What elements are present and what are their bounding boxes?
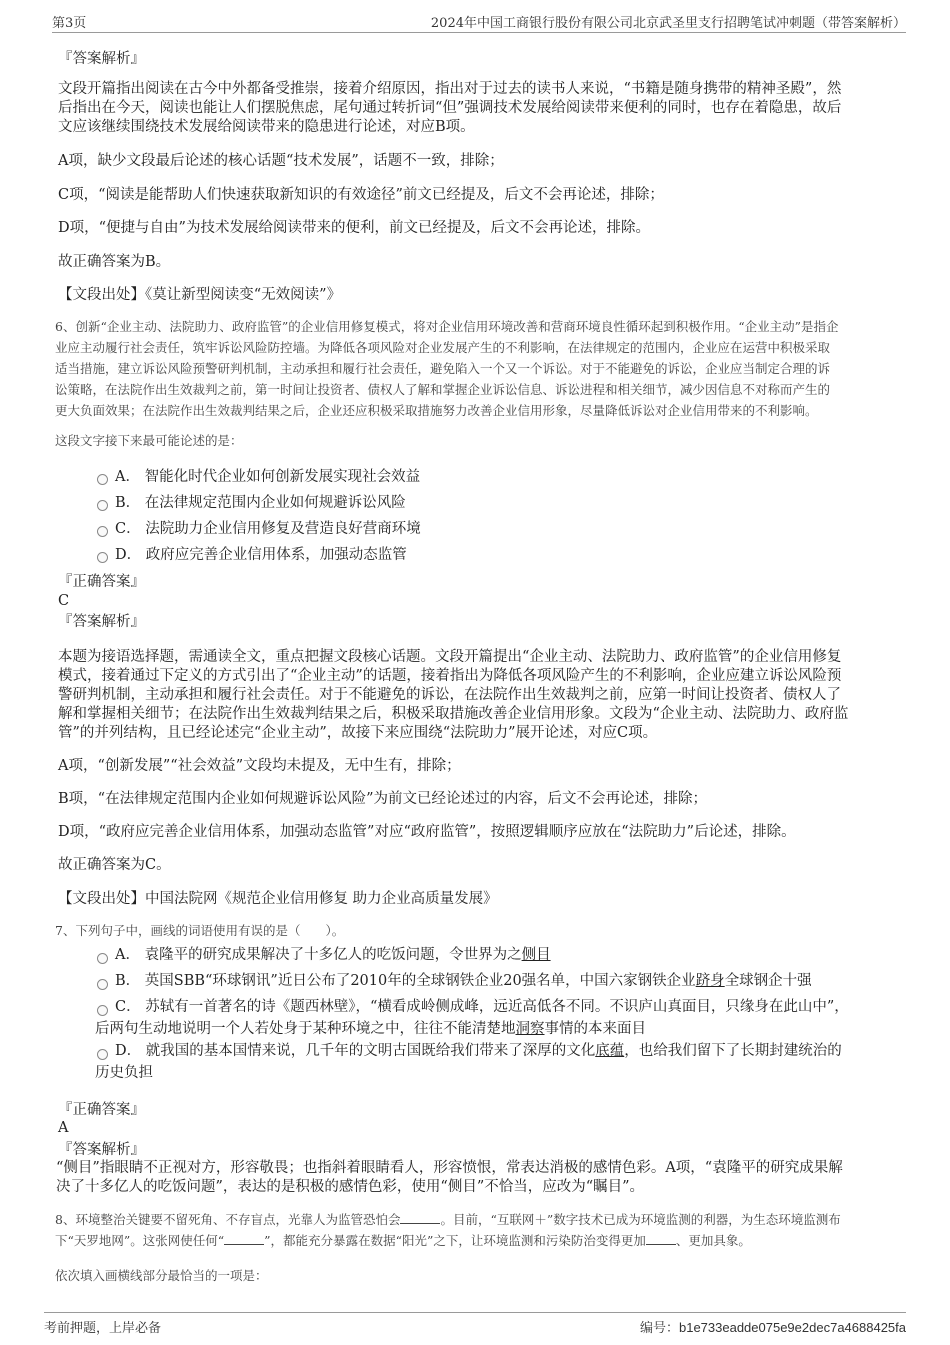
q6-analysis-line: 管”的并列结构，且已经论述完“企业主动”，故接下来应围绕“法院助力”展开论述，对应C项。 xyxy=(58,725,658,741)
q6-source: 【文段出处】中国法院网《规范企业信用修复 助力企业高质量发展》 xyxy=(58,891,498,907)
page-header xyxy=(52,10,906,33)
q7-option-c[interactable]: C． 苏轼有一首著名的诗《题西林壁》，“横看成岭侧成峰，远近高低各不同。不识庐山真面目，只缘身在此山中”， xyxy=(115,999,849,1015)
q7-stem: 7、下列句子中，画线的词语使用有误的是（ ）。 xyxy=(55,923,345,938)
q5-option-c-analysis: C项，“阅读是能帮助人们快速获取新知识的有效途径”前文已经提及，后文不会再论述，排除； xyxy=(58,187,664,203)
q7-option-a-radio[interactable] xyxy=(97,953,108,964)
q6-option-a-analysis: A项，“创新发展”“社会效益”文段均未提及，无中生有，排除； xyxy=(58,758,461,774)
q8-text: 下“天罗地网”。这张网使任何“ xyxy=(55,1233,225,1248)
q7-option-b-radio[interactable] xyxy=(97,979,108,990)
q6-stem-line: 6、创新“企业主动、法院助力、政府监管”的企业信用修复模式，将对企业信用环境改善和营商环境良性循环起到积极作用。“企业主动”是指企 xyxy=(55,319,839,334)
q7-option-c-line2 xyxy=(95,1018,646,1040)
q8-text: 、更加具象。 xyxy=(675,1233,751,1248)
q7-option-c-text: 后两句生动地说明一个人若处身于某种环境之中，往往不能清楚地 xyxy=(95,1021,516,1037)
q7-option-b[interactable] xyxy=(115,970,812,992)
q6-analysis-line: 警研判机制，主动承担和履行社会责任。对于不能避免的诉讼，在法院作出生效裁判之前，应第一时间让投资者、债权人了 xyxy=(58,687,841,703)
q7-option-a-underlined: 侧目 xyxy=(521,947,551,963)
q5-conclusion: 故正确答案为B。 xyxy=(58,254,171,270)
q5-option-a-analysis: A项，缺少文段最后论述的核心话题“技术发展”，话题不一致，排除； xyxy=(58,153,504,169)
q6-option-d[interactable]: D． 政府应完善企业信用体系，加强动态监管 xyxy=(115,547,407,563)
q6-option-b[interactable]: B． 在法律规定范围内企业如何规避诉讼风险 xyxy=(115,495,406,511)
q6-stem-line: 适当措施，建立诉讼风险预警研判机制，主动承担和履行社会责任，避免陷入一个又一个诉讼。对于不能避免的诉讼，企业应当制定合理的诉 xyxy=(55,361,831,376)
q7-option-d-line2: 历史负担 xyxy=(95,1065,153,1081)
q6-option-c-radio[interactable] xyxy=(97,526,108,537)
q6-option-d-radio[interactable] xyxy=(97,552,108,563)
q7-analysis-line: “侧目”指眼睛不正视对方，形容敬畏；也指斜着眼睛看人，形容愤恨，常表达消极的感情色彩。A项，“袁隆平的研究成果解 xyxy=(56,1160,843,1176)
q6-answer-label: 『正确答案』 xyxy=(58,574,145,590)
q5-analysis-line: 文应该继续围绕技术发展给阅读带来的隐患进行论述，对应B项。 xyxy=(58,119,475,135)
q7-option-d-radio[interactable] xyxy=(97,1049,108,1060)
q6-analysis-line: 解和掌握相关细节；在法院作出生效裁判结果之后，积极采取措施改善企业信用形象。文段为“企业主动、法院助力、政府监 xyxy=(58,706,849,722)
q7-option-d-underlined: 底蕴 xyxy=(595,1043,625,1059)
q6-option-d-analysis: D项，“政府应完善企业信用体系，加强动态监管”对应“政府监管”，按照逻辑顺序应放在“法院助力”后论述，排除。 xyxy=(58,824,796,840)
q6-option-c[interactable]: C． 法院助力企业信用修复及营造良好营商环境 xyxy=(115,521,421,537)
q6-analysis-line: 模式，接着通过下定义的方式引出了“企业主动”的话题，接着指出为降低各项风险产生的不利影响，企业应建立诉讼风险预 xyxy=(58,668,842,684)
q8-question: 依次填入画横线部分最恰当的一项是： xyxy=(55,1268,268,1283)
q7-option-c-underlined: 洞察 xyxy=(515,1021,545,1037)
q8-blank-3 xyxy=(646,1232,676,1245)
q6-analysis-label: 『答案解析』 xyxy=(58,614,145,630)
q5-source: 【文段出处】《莫让新型阅读变“无效阅读”》 xyxy=(58,287,342,303)
q6-stem-line: 更大负面效果；在法院作出生效裁判结果之后，企业还应积极采取措施努力改善企业信用形象，尽量降低诉讼对企业信用带来的不利影响。 xyxy=(55,403,818,418)
document-title: 2024年中国工商银行股份有限公司北京武圣里支行招聘笔试冲刺题（带答案解析） xyxy=(430,16,906,31)
q7-option-d-text: D． 就我国的基本国情来说，几千年的文明古国既给我们带来了深厚的文化 xyxy=(115,1043,596,1059)
q8-stem-line2 xyxy=(55,1230,751,1252)
page-footer xyxy=(44,1312,906,1335)
q7-answer-label: 『正确答案』 xyxy=(58,1102,145,1118)
q6-stem-line: 业应主动履行社会责任，筑牢诉讼风险防控墙。为降低各项风险对企业发展产生的不利影响，在法律规定的范围内，企业应在运营中积极采取 xyxy=(55,340,831,355)
q6-question: 这段文字接下来最可能论述的是： xyxy=(55,433,243,448)
q7-option-a-text: A． 袁隆平的研究成果解决了十多亿人的吃饭问题，令世界为之 xyxy=(115,947,522,963)
footer-code: 编号：b1e733eadde075e9e2dec7a4688425fa xyxy=(639,1320,906,1335)
q6-option-b-radio[interactable] xyxy=(97,500,108,511)
page-number: 第3页 xyxy=(52,16,87,31)
q6-analysis-line: 本题为接语选择题，需通读全文，重点把握文段核心话题。文段开篇提出“企业主动、法院助力、政府监管”的企业信用修复 xyxy=(58,649,842,665)
q6-answer: C xyxy=(58,593,70,609)
q6-option-a[interactable]: A． 智能化时代企业如何创新发展实现社会效益 xyxy=(115,469,421,485)
q5-option-d-analysis: D项，“便捷与自由”为技术发展给阅读带来的便利，前文已经提及，后文不会再论述，排除。 xyxy=(58,220,650,236)
q7-option-c-radio[interactable] xyxy=(97,1005,108,1016)
q8-text: 8、环境整治关键要不留死角、不存盲点，光靠人为监管恐怕会 xyxy=(55,1212,401,1227)
q6-stem-line: 讼策略，在法院作出生效裁判之前，第一时间让投资者、债权人了解和掌握企业诉讼信息、诉讼进程和相关细节，减少因信息不对称而产生的 xyxy=(55,382,831,397)
q7-analysis-label: 『答案解析』 xyxy=(58,1142,145,1158)
q5-analysis-label: 『答案解析』 xyxy=(58,51,145,67)
q6-option-b-analysis: B项，“在法律规定范围内企业如何规避诉讼风险”为前文已经论述过的内容，后文不会再论述，排除； xyxy=(58,791,707,807)
q8-text: ”，都能充分暴露在数据“阳光”之下，让环境监测和污染防治变得更加 xyxy=(264,1233,646,1248)
q6-option-a-radio[interactable] xyxy=(97,474,108,485)
q7-answer: A xyxy=(58,1120,69,1136)
q7-option-b-underlined: 跻身 xyxy=(695,973,725,989)
q7-option-d[interactable] xyxy=(115,1040,842,1062)
footer-slogan: 考前押题，上岸必备 xyxy=(44,1321,162,1336)
q8-blank-1 xyxy=(400,1211,440,1224)
q8-blank-2 xyxy=(224,1232,264,1245)
q7-option-a[interactable] xyxy=(115,944,551,966)
q7-analysis-line: 决了十多亿人的吃饭问题”，表达的是积极的感情色彩，使用“侧目”不恰当，应改为“瞩目”。 xyxy=(56,1179,645,1195)
q7-option-d-text-end: ，也给我们留下了长期封建统治的 xyxy=(624,1043,842,1059)
q5-analysis-line: 文段开篇指出阅读在古今中外都备受推崇，接着介绍原因，指出对于过去的读书人来说，“书籍是随身携带的精神圣殿”，然 xyxy=(58,81,842,97)
q5-analysis-line: 后指出在今天，阅读也能让人们摆脱焦虑，尾句通过转折词“但”强调技术发展给阅读带来便利的同时，也存在着隐患，故后 xyxy=(58,100,842,116)
q8-text: 。目前，“互联网＋”数字技术已成为环境监测的利器，为生态环境监测布 xyxy=(440,1212,841,1227)
q6-conclusion: 故正确答案为C。 xyxy=(58,857,171,873)
q7-option-c-text-end: 事情的本来面目 xyxy=(544,1021,646,1037)
q7-option-b-text: B． 英国SBB“环球钢讯”近日公布了2010年的全球钢铁企业20强名单，中国六家钢铁企业 xyxy=(115,973,696,989)
q7-option-b-text-end: 全球钢企十强 xyxy=(724,973,812,989)
q8-stem-line1 xyxy=(55,1209,841,1231)
